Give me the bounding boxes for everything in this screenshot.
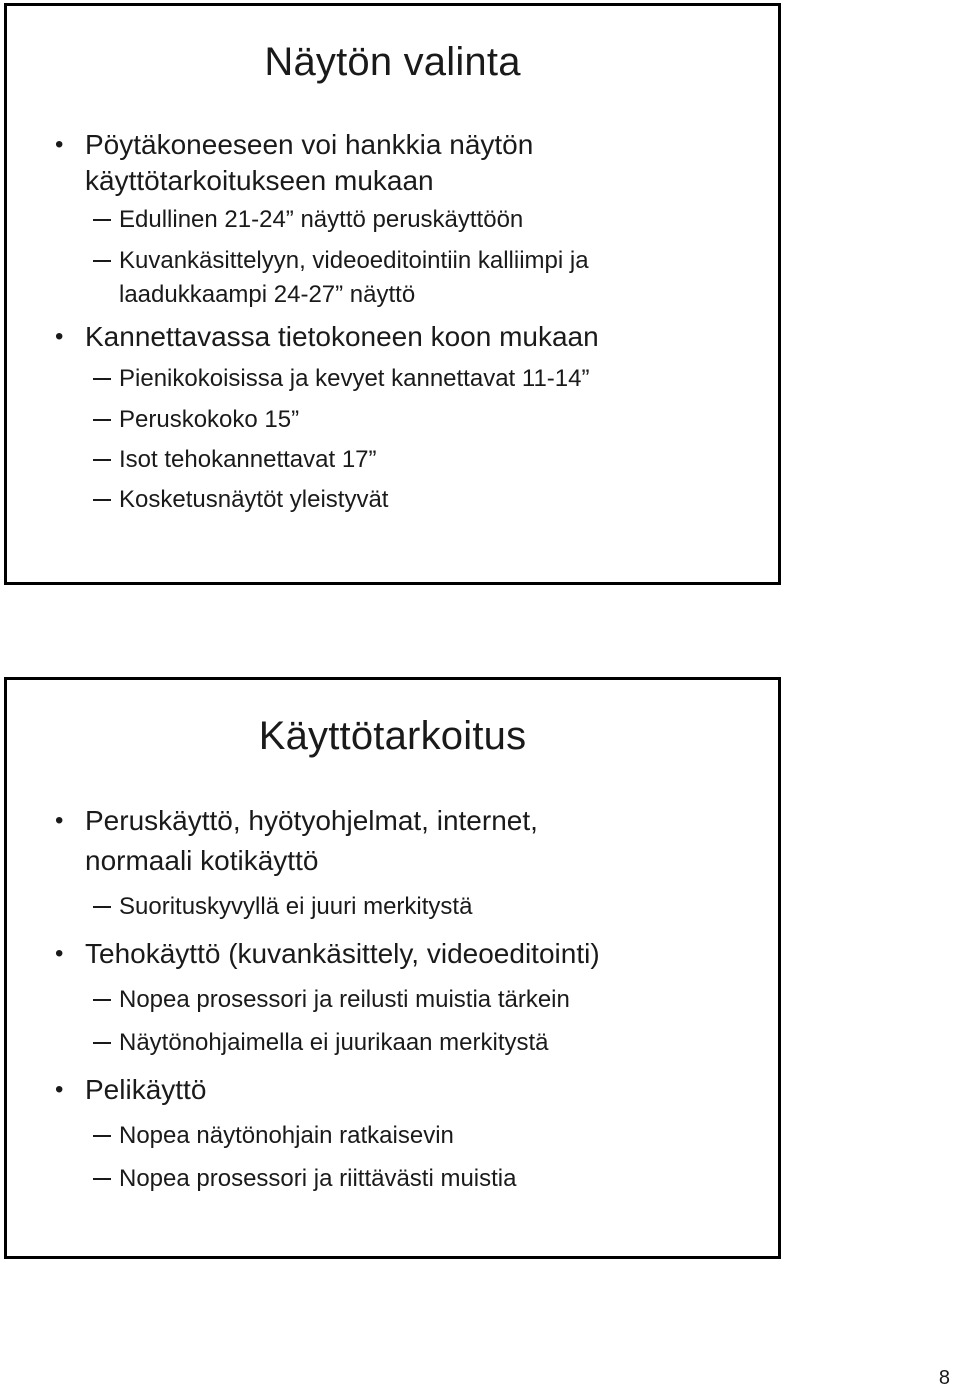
bullet-text: Kannettavassa tietokoneen koon mukaan [85,321,599,352]
sub-item-text: Peruskokoko 15” [119,406,300,433]
sub-item-text: Pienikokoisissa ja kevyet kannettavat 11-14” [119,365,590,392]
bullet-item [55,125,534,165]
bullet-dot-icon: • [55,940,64,967]
sub-item-text: Näytönohjaimella ei juurikaan merkitystä [119,1029,549,1056]
sub-item [119,482,388,518]
sub-item-text: Nopea näytönohjain ratkaisevin [119,1122,454,1149]
bullet-text: Pelikäyttö [85,1074,207,1105]
bullet-text: Tehokäyttö (kuvankäsittely, videoeditointi) [85,938,600,969]
page-number: 8 [938,1367,950,1389]
sub-item-text: Nopea prosessori ja riittävästi muistia [119,1165,517,1192]
slide-2 [4,677,781,1259]
bullet-dot-icon: • [55,131,64,158]
slide-title: Näytön valinta [264,40,521,84]
sub-item-continuation [119,277,415,313]
dash-icon [93,260,111,262]
bullet-text: Pöytäkoneeseen voi hankkia näytön [85,129,534,160]
sub-item [119,982,570,1018]
sub-item [119,1118,454,1154]
dash-icon [93,906,111,908]
bullet-dot-icon: • [55,323,64,350]
bullet-item [55,934,600,974]
sub-item-text: Edullinen 21-24” näyttö peruskäyttöön [119,206,524,233]
sub-item-text: Kosketusnäytöt yleistyvät [119,486,389,513]
bullet-text: käyttötarkoitukseen mukaan [85,165,434,196]
sub-item [119,402,299,438]
sub-item [119,202,523,238]
dash-icon [93,1135,111,1137]
sub-item-text: Suorituskyvyllä ei juuri merkitystä [119,893,473,920]
bullet-dot-icon: • [55,807,64,834]
dash-icon [93,1178,111,1180]
sub-item [119,889,472,925]
dash-icon [93,219,111,221]
sub-item [119,442,377,478]
bullet-item [55,317,599,357]
dash-icon [93,419,111,421]
dash-icon [93,499,111,501]
sub-item [119,361,589,397]
dash-icon [93,1042,111,1044]
sub-item-text: Kuvankäsittelyyn, videoeditointiin kalliimpi ja [119,247,589,274]
sub-item [119,1025,549,1061]
sub-item [119,1161,517,1197]
dash-icon [93,999,111,1001]
bullet-dot-icon: • [55,1076,64,1103]
bullet-item [55,801,538,841]
sub-item-text: laadukkaampi 24-27” näyttö [119,281,416,308]
bullet-text: normaali kotikäyttö [85,845,319,876]
bullet-item [55,1070,207,1110]
bullet-item-continuation [85,841,318,881]
sub-item-text: Nopea prosessori ja reilusti muistia tärkein [119,986,570,1013]
slide-title: Käyttötarkoitus [258,714,527,758]
bullet-text: Peruskäyttö, hyötyohjelmat, internet, [85,805,538,836]
slide-1 [4,3,781,585]
bullet-item-continuation [85,161,434,201]
sub-item [119,243,589,279]
sub-item-text: Isot tehokannettavat 17” [119,446,377,473]
dash-icon [93,459,111,461]
dash-icon [93,378,111,380]
